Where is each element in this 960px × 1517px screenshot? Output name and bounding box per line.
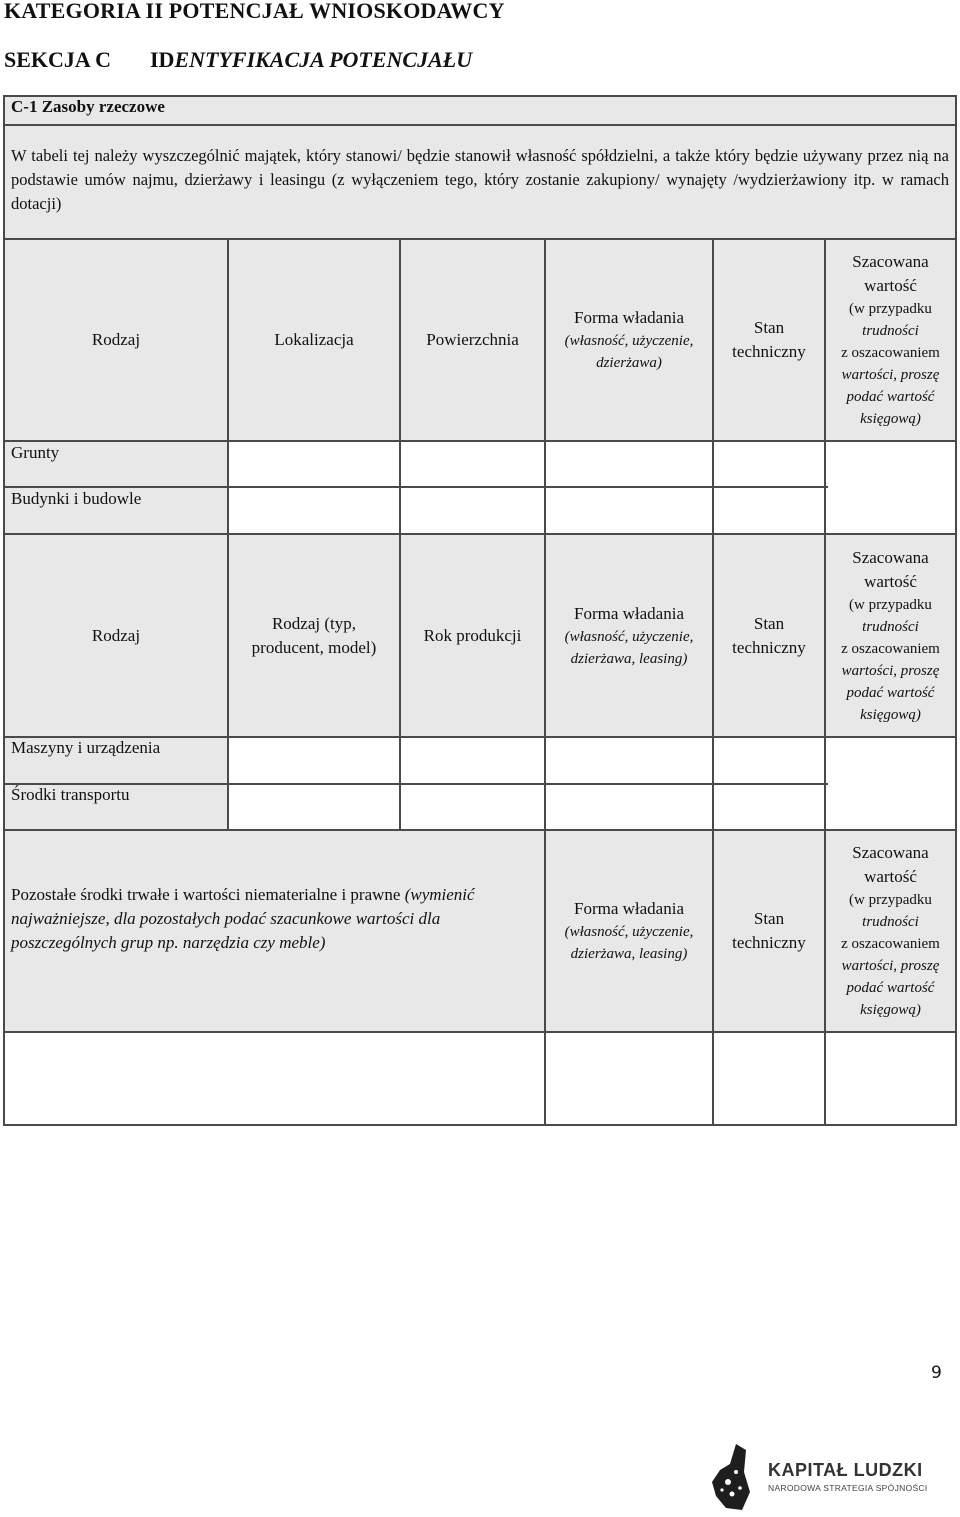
t2-header-rodzaj — [5, 535, 227, 737]
t2-header-typ — [229, 535, 399, 737]
t3-wartosc-line5: z oszacowaniem — [841, 936, 940, 952]
t3-stan-line2: techniczny — [732, 933, 806, 952]
t3-stan-line1: Stan — [753, 909, 785, 928]
row-label-budynki: Budynki i budowle — [11, 489, 142, 508]
rule — [4, 1031, 957, 1033]
t2-rok-label: Rok produkcji — [423, 626, 522, 645]
section-code: SEKCJA C — [4, 47, 111, 72]
t3-wartosc-line3: (w przypadku — [849, 892, 932, 908]
t2-header-stan — [714, 535, 824, 737]
t1-wartosc-line1: Szacowana — [852, 252, 929, 271]
subsection-intro: W tabeli tej należy wyszczególnić majątek, który stanowi/ będzie stanowił własność spółdzielni, a także który będzie używany przez nią na podstawie umów najmu, dzierżawy i leasingu (z wyłączeniem tego, który zostanie zakupiony/ wynajęty /wydzierżawiony itp. w ramach dotacji) — [11, 146, 949, 213]
t3-wartosc-line2: wartość — [864, 867, 917, 886]
t1-stan-line1: Stan — [753, 318, 785, 337]
t2-typ-line1: Rodzaj (typ, — [271, 614, 357, 633]
t1-header-forma — [546, 240, 712, 440]
section-title-part-2: ENTYFIKACJA POTENCJAŁU — [174, 47, 473, 72]
t1-header-stan — [714, 240, 824, 440]
row-label-grunty: Grunty — [11, 443, 60, 462]
t3-forma-note-2: dzierżawa, leasing) — [570, 946, 688, 962]
subsection-title: C-1 Zasoby rzeczowe — [11, 97, 165, 116]
rule — [4, 124, 957, 126]
rule — [955, 95, 957, 1126]
t2-wartosc-line6: wartości, proszę — [841, 663, 940, 679]
t1-wartosc-line4: trudności — [862, 323, 919, 339]
t1-forma-note: (własność, użyczenie, dzierżawa) — [564, 333, 694, 371]
rule — [4, 1124, 957, 1126]
t2-rodzaj-label: Rodzaj — [91, 626, 141, 645]
logo-title: KAPITAŁ LUDZKI — [768, 1460, 923, 1480]
t1-rodzaj-label: Rodzaj — [91, 330, 141, 349]
t3-desc-main: Pozostałe środki trwałe i wartości niematerialne i prawne — [11, 885, 405, 904]
t2-typ-line2: producent, model) — [251, 638, 377, 657]
t2-wartosc-line8: księgową) — [860, 707, 921, 723]
t2-forma-note-2: dzierżawa, leasing) — [570, 651, 688, 667]
t1-wartosc-line2: wartość — [864, 276, 917, 295]
t3-wartosc-line6: wartości, proszę — [841, 958, 940, 974]
t3-wartosc-line1: Szacowana — [852, 843, 929, 862]
rule — [4, 486, 828, 488]
t2-wartosc-line5: z oszacowaniem — [841, 641, 940, 657]
t3-header-stan — [714, 831, 824, 1031]
t3-header-forma — [546, 831, 712, 1031]
t3-header-wartosc — [826, 831, 955, 1031]
logo-subtitle: NARODOWA STRATEGIA SPÓJNOŚCI — [768, 1483, 928, 1493]
t2-header-forma — [546, 535, 712, 737]
page-number: 9 — [931, 1363, 942, 1383]
t3-description — [11, 883, 536, 955]
t3-wartosc-line4: trudności — [862, 914, 919, 930]
category-heading: KATEGORIA II POTENCJAŁ WNIOSKODAWCY — [4, 0, 505, 23]
rule — [4, 440, 957, 442]
t2-wartosc-line2: wartość — [864, 572, 917, 591]
t1-wartosc-line3: (w przypadku — [849, 301, 932, 317]
t1-stan-line2: techniczny — [732, 342, 806, 361]
t1-wartosc-line6: wartości, proszę — [841, 367, 940, 383]
t2-wartosc-line1: Szacowana — [852, 548, 929, 567]
t1-forma-label: Forma władania — [574, 308, 684, 327]
t2-wartosc-line3: (w przypadku — [849, 597, 932, 613]
t3-wartosc-line8: księgową) — [860, 1002, 921, 1018]
logo-emblem-icon — [706, 1442, 762, 1512]
t1-header-wartosc — [826, 240, 955, 440]
t3-desc-note: (wymienić najważniejsze, dla pozostałych podać szacunkowe wartości dla poszczególnych grup np. narzędzia czy meble) — [11, 885, 475, 952]
t1-header-powierzchnia — [401, 240, 544, 440]
t1-header-lokalizacja — [229, 240, 399, 440]
t1-header-rodzaj — [5, 240, 227, 440]
t3-wartosc-line7: podać wartość — [846, 980, 935, 996]
section-title-part-1: ID — [150, 47, 175, 72]
t3-forma-label: Forma władania — [574, 899, 684, 918]
t1-wartosc-line7: podać wartość — [846, 389, 935, 405]
t1-wartosc-line8: księgową) — [860, 411, 921, 427]
t2-header-rok — [401, 535, 544, 737]
t2-stan-line1: Stan — [753, 614, 785, 633]
t1-lokalizacja-label: Lokalizacja — [274, 330, 354, 349]
t1-powierzchnia-label: Powierzchnia — [426, 330, 519, 349]
t2-header-wartosc — [826, 535, 955, 737]
t2-wartosc-line4: trudności — [862, 619, 919, 635]
kapital-ludzki-logo — [706, 1442, 928, 1512]
t2-stan-line2: techniczny — [732, 638, 806, 657]
row-label-maszyny: Maszyny i urządzenia — [11, 738, 161, 757]
t2-wartosc-line7: podać wartość — [846, 685, 935, 701]
t1-wartosc-line5: z oszacowaniem — [841, 345, 940, 361]
t2-forma-label: Forma władania — [574, 604, 684, 623]
t3-forma-note-1: (własność, użyczenie, — [564, 924, 694, 940]
t2-forma-note-1: (własność, użyczenie, — [564, 629, 694, 645]
row-label-srodki-transportu: Środki transportu — [11, 785, 130, 804]
